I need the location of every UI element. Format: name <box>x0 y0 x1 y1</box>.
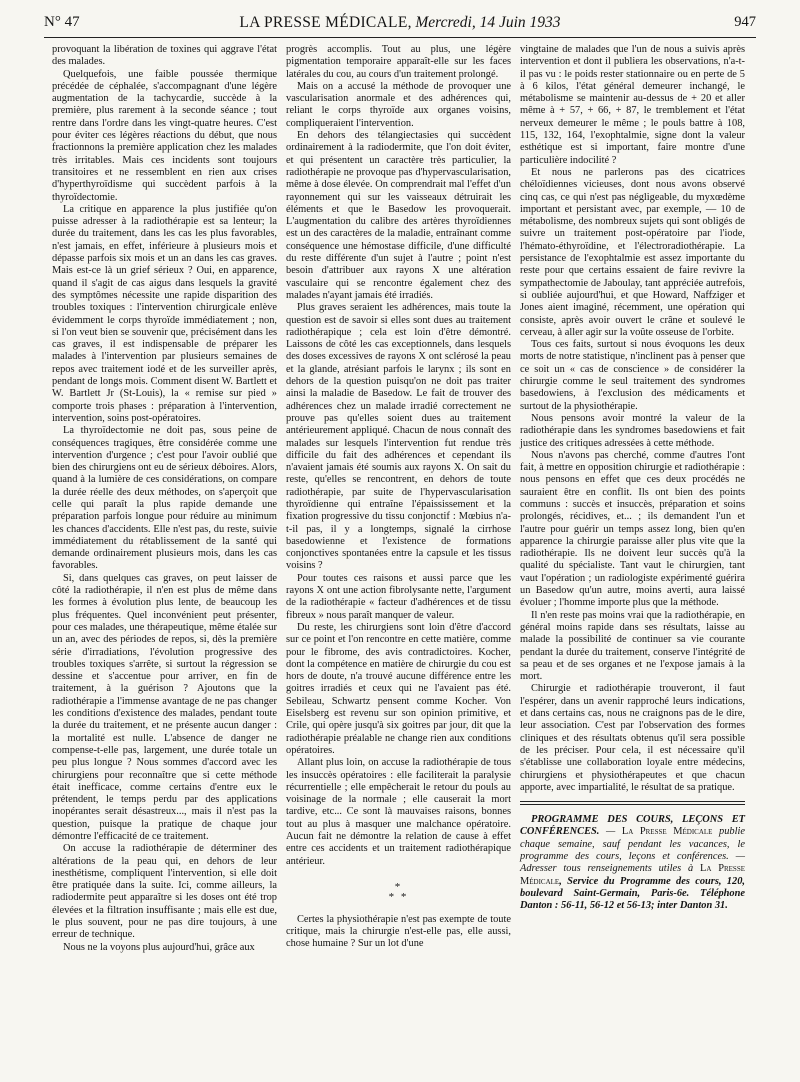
paragraph: provoquant la libération de toxines qui aggrave l'état des malades. <box>52 44 277 68</box>
programme-text: publie chaque semaine, sauf pendant les vacances, le programme des cours, leçons et conférences. — Adresser tous renseignements utiles à <box>520 826 746 875</box>
section-separator-stars: * * * <box>388 880 409 903</box>
paragraph: Du reste, les chirurgiens sont loin d'être d'accord sur ce point et l'on rencontre en cette matière, comme pour le fibrome, des avis contradictoires. Kocher, dont la compétence en matière de chirurgie du cou est hors de doute, n'a trouvé aucune différence entre les goitres irradiés et ceux qui ne l'avaient pas été. Sebileau, Schwartz pensent comme Kocher. Von Eiselsberg est revenu sur son opinion primitive, et Crile, qui opère jusqu'à six goitres par jour, dit que la radiothérapie préalable ne change rien aux conditions opératoires. <box>286 621 511 756</box>
paragraph: Pour toutes ces raisons et aussi parce que les rayons X ont une action fibrolysante nette, l'argument de la radiothérapie « facteur d'adhérences et de tissu fibreux » nous paraît manquer de valeur. <box>286 572 511 621</box>
paragraph: Tous ces faits, surtout si nous évoquons les deux morts de notre statistique, n'inclinent pas à penser que ce soit un « cas de conscience » de considérer la chirurgie comme le seul traitement des syndromes basedowiens, à l'exclusion des médicaments et surtout de la physiothérapie. <box>520 339 745 412</box>
programme-address: , Service du Programme des cours, 120, boulevard Saint-Germain, Paris-6e. Téléphone Danton : 56-11, 56-12 et 56-13; inter Danton 31. <box>520 875 745 912</box>
paragraph: vingtaine de malades que l'un de nous a suivis après intervention et dont il publiera les observations, n'a-t-il pas vu : le poids rester stationnaire ou en perte de 5 à 6 kilos, l'état général demeurer inchangé, le métabolisme se maintenir au-dessus de + 20 et aller même à + 57, + 66, + 87, le tremblement et l'état nerveux demeurer le même ; le pouls battre à 108, 115, 132, 164, l'exophtalmie, signe dont la valeur esthétique est si important, faire montre d'une particulière indocilité ? <box>520 44 745 166</box>
paragraph: Et nous ne parlerons pas des cicatrices chéloïdiennes vicieuses, dont nous avons observé cinq cas, ce qui n'est pas négligeable, du myxœdème important et persistant avec, par exemple, — 10 de métabolisme, des nombreux sujets qui sont obligés de suivre un traitement post-opératoire par l'iode, l'hémato-éthyroïdine, et l'électroradiothérapie. La persistance de l'exophtalmie est assez importante du reste pour que certains essaient de faire revivre la sympathectomie de Jaboulay, tant appréciée autrefois, si oubliée aujourd'hui, et que Howard, Naffziger et Jones aient imaginé, récemment, une opération qui consiste, après avoir ouvert le crâne et soulevé le cerveau, à aller agir sur la voûte osseuse de l'orbite. <box>520 166 745 338</box>
paragraph: La critique en apparence la plus justifiée qu'on puisse adresser à la radiothérapie est sa lenteur; la durée du traitement, dans les cas les plus favorables, n'est jamais, en effet, inférieure à plusieurs mois et dépasse parfois six mois et un an dans les cas graves. Mais est-ce là un grief sérieux ? Oui, en apparence, quand il s'agit de cas aigus dans lesquels la gravité des symptômes nécessite une rapide disparition des troubles toxiques : l'intervention chirurgicale enlève évidemment le corps thyroïde immédiatement ; non, si l'on veut bien se souvenir que, précisément dans les cas graves, il est indispensable de préparer les malades à l'intervention par plusieurs semaines de repos avec traitement iodé et de les surveiller après, pendant de longs mois. Comment disent W. Bartlett et W. Bartlett Jr (St-Louis), la « remise sur pied » comporte trois phases : préparation à l'intervention, intervention, soins post-opératoires. <box>52 203 277 424</box>
issue-date: Mercredi, 14 Juin 1933 <box>415 14 561 31</box>
paragraph: Nous pensons avoir montré la valeur de la radiothérapie dans les syndromes basedowiens et fait justice des critiques adressées à cette méthode. <box>520 412 745 449</box>
paragraph: Allant plus loin, on accuse la radiothérapie de tous les insuccès opératoires : elle faciliterait la paralysie récurrentielle ; elle empêcherait le retour du pouls au voisinage de la normale ; elle causerait la mort tardive, etc... Ce sont là mauvaises raisons, bonnes tout au plus à masquer une malchance opératoire. Aucun fait ne démontre la relation de cause à effet entre ces accidents et un traitement radiothérapique antérieur. <box>286 757 511 867</box>
programme-notice <box>520 814 745 912</box>
page-header <box>44 14 756 36</box>
paragraph: Nous n'avons pas cherché, comme d'autres l'ont fait, à mettre en opposition chirurgie et radiothérapie : nous pensons en effet que ces deux procédés ne sauraient être en conflit. Ils ont bien des points communs : succès et insuccès, préparation et soins prolongés, récidives, et... ; ils demandent l'un et l'autre pour guérir un temps assez long, bien qu'en apparence la chirurgie paraisse aller plus vite que la radiothérapie. Ils ne doivent leur succès qu'à la qualité du spécialiste. Tant vaut le chirurgien, tant vaut l'opération ; un radiologiste expérimenté guérira un Basedow qu'un autre, moins averti, aura laissé évoluer ; l'homme importe plus que la méthode. <box>520 449 745 609</box>
paragraph: Mais on a accusé la méthode de provoquer une vascularisation anormale et des adhérences qui, reliant le corps thyroïde aux organes voisins, compliqueraient l'intervention. <box>286 80 511 129</box>
paragraph: En dehors des télangiectasies qui succèdent ordinairement à la radiodermite, que l'on doit éviter, et qui présentent un caractère très particulier, la radiothérapie ne provoque pas d'hypervascularisation, même à dose élevée. On comprendrait mal l'effet d'un rayonnement qui sur les vaisseaux détruirait les éléments et que le Basedow les provoquerait. L'augmentation du calibre des artères thyroïdiennes est un des caractères de la maladie, entraînant comme conséquence une hémostase difficile, d'une difficulté du reste différente d'un sujet à l'autre ; point n'est besoin d'attribuer aux rayons X une altération vasculaire qui se rencontre également chez des malades n'ayant jamais été irradiés. <box>286 130 511 301</box>
paragraph: Quelquefois, une faible poussée thermique précédée de céphalée, s'accompagnant d'une légère augmentation de la tachycardie, succède à la première, plus rarement à la seconde séance ; tout rentre dans l'ordre dans les vingt-quatre heures. C'est pour éviter ces légères réactions du début, que nous fractionnons la première application chez les malades très irritables. Mais ces incidents sont toujours transitoires et ne ressemblent en rien aux crises d'hyperthyroïdisme qui succèdent parfois à la thyroïdectomie. <box>52 68 277 203</box>
header-center: LA PRESSE MÉDICALE, Mercredi, 14 Juin 1933 <box>239 14 561 31</box>
paragraph: On accuse la radiothérapie de déterminer des altérations de la peau qui, en dehors de leur inesthétisme, compliquent l'intervention, si elle doit être pratiquée dans la suite. Ici, comme ailleurs, la radiodermite peut apparaître si les doses ont été trop élevées et la filtration insuffisante ; mais elle est due, le plus souvent, pour ne pas dire toujours, à une erreur de technique. <box>52 843 277 941</box>
paragraph: Si, dans quelques cas graves, on peut laisser de côté la radiothérapie, il n'en est plus de même dans les formes à évolution plus lente, de beaucoup les plus fréquentes. Quel inconvénient peut présenter, pour ces malades, une thérapeutique, même étalée sur un an, avec des périodes de repos, si, dès la première série d'irradiations, l'évolution progressive des troubles toxiques s'arrête, si surtout la régression se dessine et s'accentue pour arriver, en fin de traitement, à la guérison ? Ajoutons que la radiothérapie a l'immense avantage de ne pas changer les conditions d'existence des malades, pendant toute la durée du traitement, et ne présente aucun danger : la mortalité est nulle. L'absence de danger ne compense-t-elle pas, largement, une durée totale un peu plus longue ? Nous sommes d'accord avec les chirurgiens pour reconnaître que si cette méthode était inefficace, comme certains d'entre eux le prétendent, le temps perdu par des applications inopérantes serait désastreux..., mais il n'est pas la question, puisque la pratique de chaque jour démontre l'efficacité de ce traitement. <box>52 572 277 842</box>
column-2 <box>286 44 511 951</box>
paragraph: Chirurgie et radiothérapie trouveront, il faut l'espérer, dans un avenir rapproché leurs indications, et dans certains cas, nous ne craignons pas de le dire, leur association. C'est par l'observation des formes cliniques et des résultats obtenus qu'il sera possible de les préciser. Pour cela, il est nécessaire qu'il s'établisse une collaboration loyale entre médecins, chirurgiens et physiothérapeutes et que chacun apporte, avec impartialité, le résultat de sa pratique. <box>520 683 745 793</box>
page-number: 947 <box>734 14 756 30</box>
programme-title: PROGRAMME DES COURS, LEÇONS ET CONFÉRENCES. <box>520 814 745 838</box>
paragraph: progrès accomplis. Tout au plus, une légère pigmentation temporaire apparaît-elle sur les faces latérales du cou, au cours d'un traitement prolongé. <box>286 44 511 80</box>
programme-top-rule <box>520 801 745 802</box>
paragraph: Il n'en reste pas moins vrai que la radiothérapie, en général moins rapide dans ses résultats, laisse au malade la possibilité de continuer sa vie courante pendant la durée du traitement, conserve l'intégrité de sa peau et de ses organes et ne l'expose jamais à la mort. <box>520 609 745 683</box>
paragraph: Certes la physiothérapie n'est pas exempte de toute critique, mais la chirurgie n'est-elle pas, elle aussi, chose humaine ? Sur un lot d'une <box>286 913 511 950</box>
header-rule <box>44 37 756 38</box>
programme-dash: — <box>599 826 622 838</box>
journal-reference: La Presse Médicale <box>520 863 745 887</box>
column-1 <box>52 44 277 954</box>
programme-top-rule-thin <box>520 804 745 805</box>
journal-title: LA PRESSE MÉDICALE <box>239 14 408 31</box>
paragraph: La thyroïdectomie ne doit pas, sous peine de conséquences tragiques, être considérée comme une intervention d'urgence ; c'est pour l'avoir oublié que bien des chirurgiens ont eu de sérieux déboires. Alors, quand à la lumière de ces considérations, on compare la durée réelle des deux méthodes, on s'aperçoit que celle qui paraît la plus rapide demande une préparation parfois longue pour réduire au minimum les chances d'accidents. Elle n'est pas, du reste, suivie immédiatement du rétablissement de la santé qui demande ordinairement plusieurs mois, dans les cas favorables. <box>52 425 277 572</box>
paragraph: Plus graves seraient les adhérences, mais toute la question est de savoir si elles sont dues au traitement radiothérapique ; cela est loin d'être démontré. Laissons de côté les cas exceptionnels, dans lesquels des doses excessives de rayons X ont sclérosé la peau et la glande, atrésiant parfois le larynx ; ils sont en dehors de la question puisqu'on ne doit pas traiter ainsi la maladie de Basedow. Le fait de trouver des adhérences chez un malade irradié correctement ne prouve pas qu'elles soient dues au traitement antérieurement appliqué. Chacun de nous connaît des malades sur lesquels l'intervention fut rendue très difficile du fait des adhérences et cependant ils n'avaient jamais été soumis aux rayons X. On sait du reste, qu'elles se rencontrent, en dehors de toute radiothérapie, par suite de l'hypervascularisation thyroïdienne qui entraîne l'épaississement et la fixation progressive du tissu conjonctif : Mœbius n'a-t-il pas, il y a longtemps, signalé la cirrhose basedowienne et l'existence de formations conjonctives spontanées entre la capsule et les tissus voisins ? <box>286 302 511 572</box>
column-3 <box>520 44 745 912</box>
paragraph: Nous ne la voyons plus aujourd'hui, grâce aux <box>63 941 255 953</box>
journal-reference: La Presse Médicale <box>621 826 713 838</box>
issue-number: N° 47 <box>44 14 80 30</box>
